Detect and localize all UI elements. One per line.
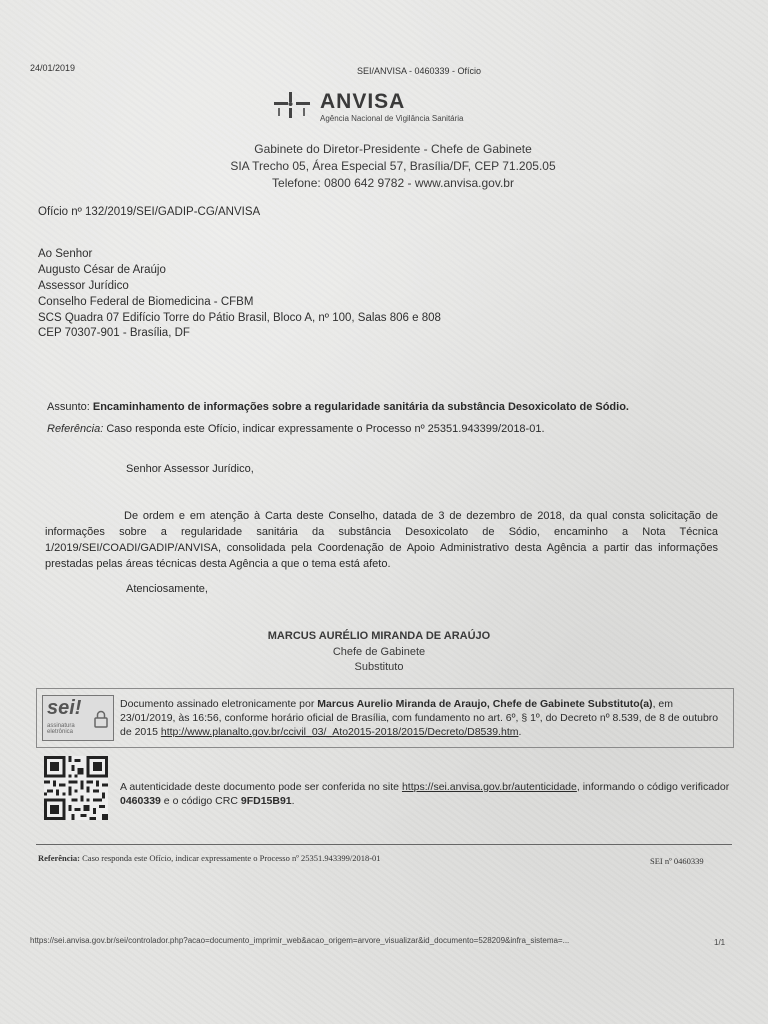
office-line-2: SIA Trecho 05, Área Especial 57, Brasília/DF, CEP 71.205.05 (230, 159, 556, 173)
recipient-line: Conselho Federal de Biomedicina - CFBM (38, 296, 254, 308)
recipient-line: SCS Quadra 07 Edifício Torre do Pátio Brasil, Bloco A, nº 100, Salas 806 e 808 (38, 312, 441, 324)
anvisa-logo-subtitle: Agência Nacional de Vigilância Sanitária (320, 114, 464, 123)
auth-text-mid: , informando o código verificador (576, 781, 730, 793)
auth-text-before: A autenticidade deste documento pode ser conferida no site (120, 781, 402, 793)
sei-logo-sub2: eletrônica (47, 729, 74, 735)
oficio-number: Ofício nº 132/2019/SEI/GADIP-CG/ANVISA (38, 206, 261, 218)
anvisa-emblem-icon (270, 90, 314, 124)
print-url: https://sei.anvisa.gov.br/sei/controlador.php?acao=documento_imprimir_web&acao_origem=arvore_visualizar&id_documento=528209&infra_sistema=... (30, 936, 570, 945)
closing: Atenciosamente, (126, 583, 208, 595)
recipient-line: Augusto César de Araújo (38, 264, 166, 276)
subject-text: Encaminhamento de informações sobre a regularidade sanitária da substância Desoxicolato de Sódio. (92, 401, 629, 413)
footer-ref-text: Caso responda este Ofício, indicar expressamente o Processo nº 25351.943399/2018-01 (82, 853, 381, 863)
anvisa-logo-name: ANVISA (320, 90, 406, 113)
anvisa-logo (268, 90, 508, 126)
greeting: Senhor Assessor Jurídico, (126, 463, 254, 475)
reference-text: Caso responda este Ofício, indicar expressamente o Processo nº 25351.943399/2018-01. (106, 423, 545, 435)
auth-text-mid2: e o código CRC (160, 795, 241, 807)
verification-code: 0460339 (120, 795, 161, 807)
recipient-line: Ao Senhor (38, 248, 93, 260)
reference (47, 423, 545, 435)
authenticity-link[interactable]: https://sei.anvisa.gov.br/autenticidade (401, 781, 577, 793)
subject-label: Assunto: (47, 401, 90, 413)
auth-text-end: . (291, 795, 295, 807)
recipient-line: CEP 70307-901 - Brasília, DF (38, 327, 190, 339)
page-number: 1/1 (714, 938, 726, 947)
crc-code: 9FD15B91 (240, 795, 292, 807)
qr-code-icon (40, 756, 112, 820)
esig-text-before: Documento assinado eletronicamente por (120, 698, 318, 710)
sei-logo-subtitle (47, 723, 75, 735)
esig-link-end: . (518, 726, 522, 738)
footer-sei-number: SEI nº 0460339 (650, 856, 704, 866)
authenticity-text (120, 780, 730, 808)
electronic-signature-text (120, 697, 730, 739)
sei-logo-sub1: assinatura (47, 723, 75, 729)
footer-divider (36, 844, 732, 845)
footer-ref-label: Referência: (38, 853, 81, 863)
sei-document-ref: SEI/ANVISA - 0460339 - Ofício (357, 66, 482, 76)
office-line-1: Gabinete do Diretor-Presidente - Chefe de Gabinete (254, 142, 532, 156)
signer-role-substitute: Substituto (354, 661, 404, 673)
sei-seal-logo (42, 695, 114, 741)
esig-text-after: , em 23/01/2019, às 16:56, conforme horário oficial de Brasília, com fundamento no art. 6º, § 1º, do Decreto nº 8.539, de 8 de outubro de 2015 (120, 698, 719, 738)
esig-signer: Marcus Aurelio Miranda de Araujo, Chefe de Gabinete Substituto(a) (317, 698, 653, 710)
footer-reference (38, 853, 381, 863)
signer-role: Chefe de Gabinete (332, 646, 426, 658)
office-line-3: Telefone: 0800 642 9782 - www.anvisa.gov.br (272, 176, 514, 190)
print-date: 24/01/2019 (30, 63, 76, 73)
signer-name: MARCUS AURÉLIO MIRANDA DE ARAÚJO (267, 630, 491, 642)
sei-logo-text: sei! (47, 697, 82, 719)
lock-icon (93, 710, 109, 728)
subject (47, 401, 629, 413)
decree-link[interactable]: http://www.planalto.gov.br/ccivil_03/_Ato2015-2018/2015/Decreto/D8539.htm (160, 726, 519, 738)
recipient-line: Assessor Jurídico (38, 280, 129, 292)
reference-label: Referência: (47, 423, 104, 435)
body-paragraph: De ordem e em atenção à Carta deste Conselho, datada de 3 de dezembro de 2018, da qual consta solicitação de informações sobre a regularidade sanitária da substância Desoxicolato de Sódio, encaminho a Nota Técnica 1/2019/SEI/COADI/GADIP/ANVISA, consolidada pela Coordenação de Apoio Administrativo desta Agência a partir das informações prestadas pelas áreas técnicas desta Agência a que o tema está afeto. (45, 510, 718, 570)
